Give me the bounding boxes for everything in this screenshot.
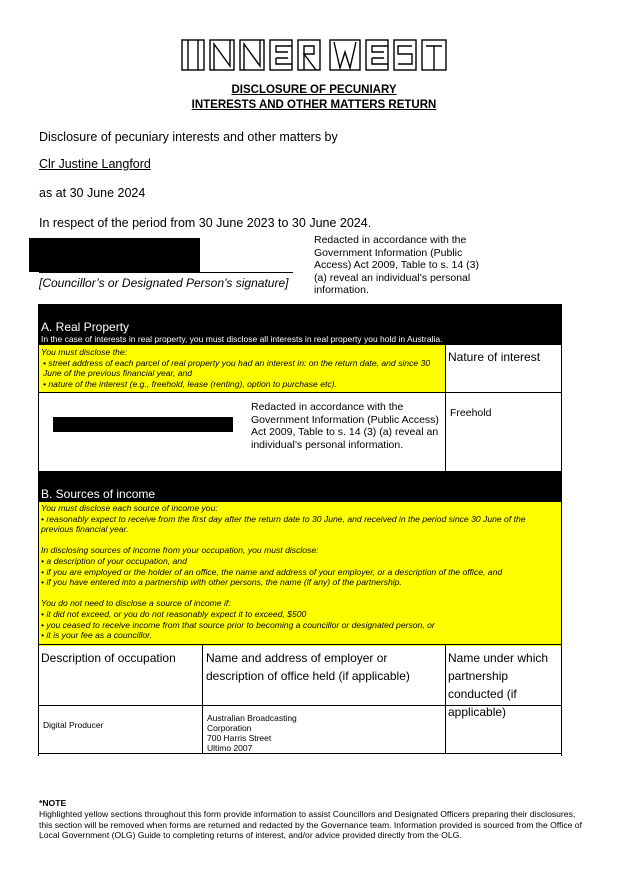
section-b-heading: B. Sources of income xyxy=(41,487,156,501)
guidance-line: • if you are employed or the holder of an office, the name and address of your employer, or a description of the office, and xyxy=(41,566,503,577)
guidance-line: • reasonably expect to receive from the first day after the return date to 30 June, and received in the period since 30 June of the previous financial year. xyxy=(41,513,526,535)
address-redaction xyxy=(53,417,233,432)
form-title-line1: DISCLOSURE OF PECUNIARY xyxy=(231,84,397,96)
col-partnership-header: Name under which partnership conducted (if applicable) xyxy=(445,644,562,706)
signature-line xyxy=(39,272,293,273)
signature-caption: [Councillor’s or Designated Person’s signature] xyxy=(39,276,289,290)
guidance-line: • if you have entered into a partnership with other persons, the name (if any) of the partnership. xyxy=(41,577,402,588)
guidance-line: • it did not exceed, or you do not reasonably expect it to exceed, $500 xyxy=(41,608,307,619)
councillor-name: Clr Justine Langford xyxy=(39,157,151,171)
occupation-cell: Digital Producer xyxy=(38,705,203,754)
section-a-real-property xyxy=(38,304,562,472)
col-occupation-header: Description of occupation xyxy=(38,644,203,706)
guidance-line: • you ceased to receive income from that source prior to becoming a councillor or designated person, or xyxy=(41,619,435,630)
section-b-header xyxy=(39,473,561,502)
address-redaction-note: Redacted in accordance with the Government Information (Public Access) Act 2009, Table to s. 14 (3) (a) reveal an individual’s personal information. xyxy=(251,401,439,451)
nature-of-interest-header: Nature of interest xyxy=(445,345,561,392)
note-text: Highlighted yellow sections throughout this form provide information to assist Councillors and Designated Officers preparing their disclosures, this section will be removed when forms are returned and redacted by the Governance team. Information provided is sourced from the Office of Local Government (OLG) Guide to completing returns of interest, and/or advice provided directly from the OLG. xyxy=(39,808,582,841)
guidance-line: In disclosing sources of income from your occupation, you must disclose: xyxy=(41,545,319,556)
nature-freehold: Freehold xyxy=(445,392,561,471)
section-a-guidance-item: • nature of the interest (e.g., freehold, lease (renting), option to purchase etc). xyxy=(43,378,337,389)
inner-west-logo xyxy=(180,38,448,72)
guidance-spacer xyxy=(41,535,559,546)
guidance-line: • a description of your occupation, and xyxy=(41,555,187,566)
guidance-line: • it is your fee as a councillor. xyxy=(41,630,153,641)
guidance-line: You must disclose each source of income you: xyxy=(41,503,218,513)
section-a-header xyxy=(39,305,561,345)
period-text: In respect of the period from 30 June 2023 to 30 June 2024. xyxy=(39,216,372,230)
signature-redaction-note: Redacted in accordance with the Government Information (Public Access) Act 2009, Table to s. 14 (3) (a) reveal an individual’s personal information. xyxy=(314,234,479,296)
guidance-line: You do not need to disclose a source of income if: xyxy=(41,598,231,609)
as-at-date: as at 30 June 2024 xyxy=(39,186,146,200)
guidance-spacer xyxy=(41,588,559,599)
section-b-guidance xyxy=(39,502,561,646)
footer-note xyxy=(39,798,589,841)
section-a-guidance-title: You must disclose the: xyxy=(41,347,127,357)
section-a-guidance xyxy=(39,345,445,392)
col-employer-header: Name and address of employer or description of office held (if applicable) xyxy=(202,644,446,706)
note-heading: *NOTE xyxy=(39,798,67,808)
section-a-heading: A. Real Property xyxy=(41,320,130,334)
signature-redaction xyxy=(29,238,200,272)
employer-cell: Australian Broadcasting Corporation 700 Harris Street Ultimo 2007 xyxy=(202,705,446,754)
income-table xyxy=(38,644,562,754)
disclosure-by-text: Disclosure of pecuniary interests and other matters by xyxy=(39,130,338,144)
form-title-line2: INTERESTS AND OTHER MATTERS RETURN xyxy=(191,99,437,111)
section-a-subheading: In the case of interests in real property, you must disclose all interests in real property you hold in Australia. xyxy=(41,334,443,344)
partnership-cell xyxy=(445,705,562,754)
section-a-guidance-item: • street address of each parcel of real property you had an interest in: on the return date, and since 30 June of the previous financial year, and xyxy=(43,357,431,379)
